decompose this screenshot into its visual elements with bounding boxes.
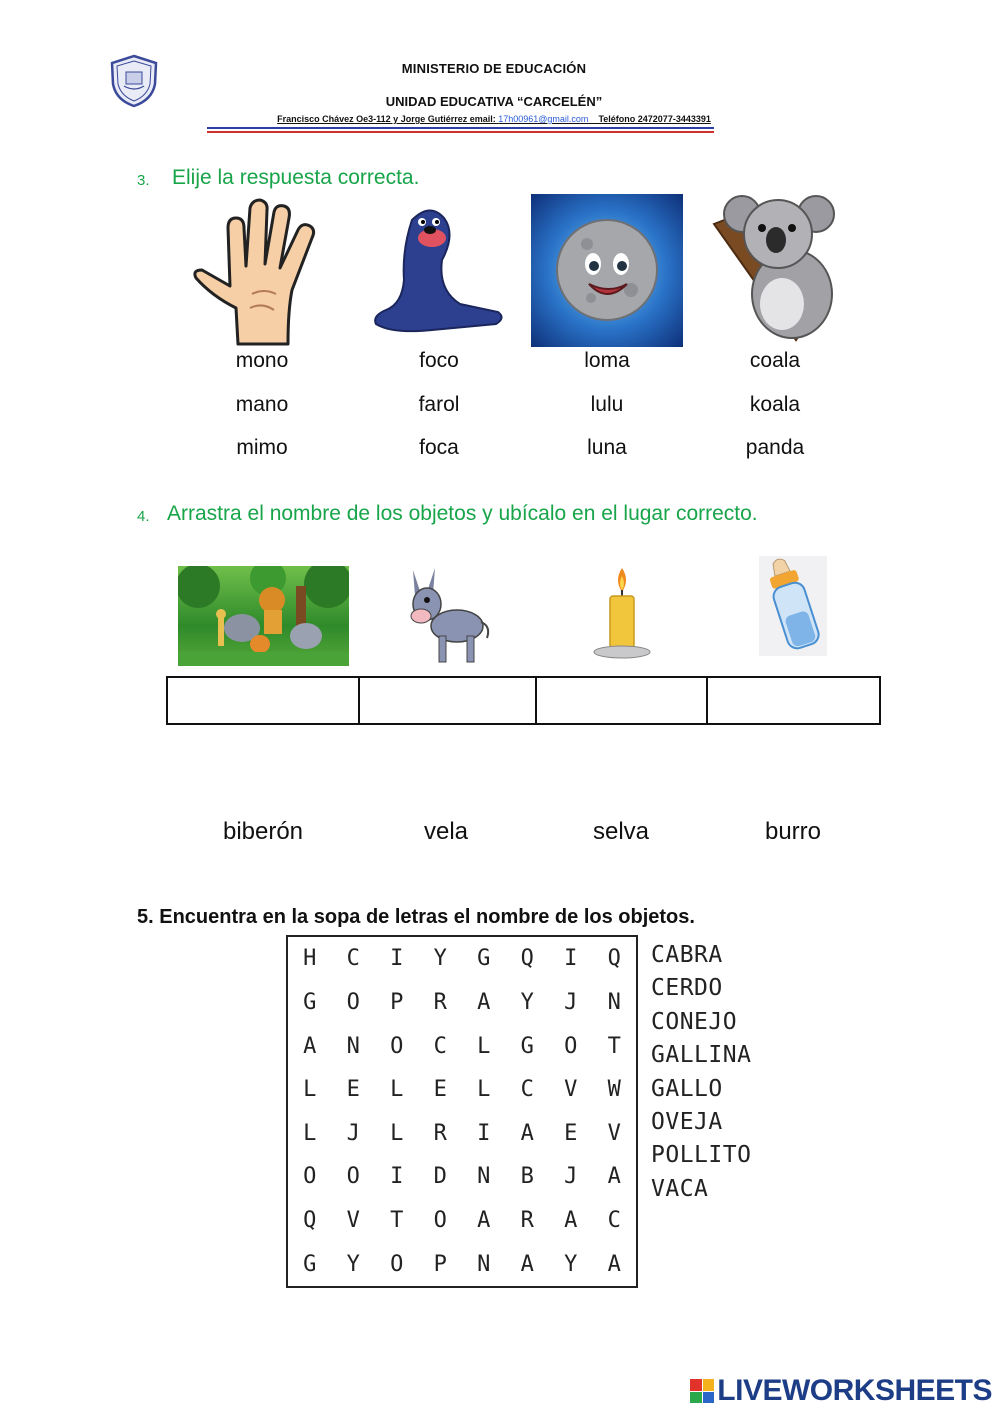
option-word[interactable]: foca xyxy=(419,436,459,459)
word-list-item: OVEJA xyxy=(651,1108,723,1135)
q5-title: 5. Encuentra en la sopa de letras el nombre de los objetos. xyxy=(137,906,695,928)
grid-letter[interactable]: V xyxy=(607,1120,621,1146)
draggable-word[interactable]: biberón xyxy=(222,818,304,845)
grid-letter[interactable]: C xyxy=(607,1208,621,1234)
grid-letter[interactable]: Y xyxy=(520,989,534,1015)
grid-letter[interactable]: W xyxy=(607,1077,621,1103)
option-word[interactable]: panda xyxy=(745,436,805,459)
word-list-item: VACA xyxy=(651,1175,709,1202)
drop-table xyxy=(166,676,881,725)
grid-letter[interactable]: L xyxy=(303,1120,317,1146)
option-word[interactable]: foco xyxy=(419,349,459,372)
q3-options-moon xyxy=(532,339,682,470)
word-list-item: CERDO xyxy=(651,975,723,1002)
grid-letter[interactable]: R xyxy=(520,1208,534,1234)
liveworksheets-brand[interactable] xyxy=(690,1374,992,1408)
grid-letter[interactable]: A xyxy=(520,1251,534,1277)
word-list-item: GALLO xyxy=(651,1075,723,1102)
liveworksheets-logo-icon xyxy=(690,1379,714,1403)
grid-letter[interactable]: A xyxy=(520,1120,534,1146)
grid-letter[interactable]: V xyxy=(564,1077,578,1103)
grid-letter[interactable]: D xyxy=(433,1164,447,1190)
q3-options-hand xyxy=(187,339,337,470)
grid-letter[interactable]: O xyxy=(390,1033,404,1059)
grid-letter[interactable]: A xyxy=(303,1033,317,1059)
option-word[interactable]: mimo xyxy=(236,436,288,459)
draggable-word[interactable]: burro xyxy=(764,818,822,845)
header-rule-red xyxy=(207,131,714,133)
grid-letter[interactable]: Y xyxy=(433,946,447,972)
q3-title: Elije la respuesta correcta. xyxy=(172,166,420,189)
address-text: Francisco Chávez Oe3-112 y Jorge Gutiérrez email: xyxy=(277,114,499,124)
koala-icon xyxy=(712,194,838,346)
grid-letter[interactable]: J xyxy=(564,1164,578,1190)
address-gap xyxy=(588,114,598,124)
grid-letter[interactable]: I xyxy=(390,1164,404,1190)
grid-letter[interactable]: L xyxy=(390,1120,404,1146)
option-word[interactable]: mano xyxy=(235,392,289,416)
q4-number: 4. xyxy=(137,508,150,525)
word-list xyxy=(651,939,751,1206)
grid-letter[interactable]: E xyxy=(564,1120,578,1146)
grid-letter[interactable]: L xyxy=(303,1077,317,1103)
grid-letter[interactable]: Y xyxy=(564,1251,578,1277)
grid-letter[interactable]: R xyxy=(433,1120,447,1146)
grid-letter[interactable]: L xyxy=(477,1077,491,1103)
grid-letter[interactable]: L xyxy=(477,1033,491,1059)
school-heading: UNIDAD EDUCATIVA “CARCELÉN” xyxy=(385,94,603,109)
q3-number: 3. xyxy=(137,172,150,189)
drop-zone-bottle[interactable] xyxy=(708,678,879,723)
drop-zone-candle[interactable] xyxy=(537,678,708,723)
grid-letter[interactable]: N xyxy=(607,989,621,1015)
q4-title: Arrastra el nombre de los objetos y ubícalo en el lugar correcto. xyxy=(167,502,758,525)
grid-letter[interactable]: Y xyxy=(346,1251,360,1277)
moon-icon xyxy=(531,194,683,347)
grid-letter[interactable]: N xyxy=(477,1251,491,1277)
grid-letter[interactable]: G xyxy=(303,1251,317,1277)
grid-letter[interactable]: A xyxy=(607,1164,621,1190)
grid-letter[interactable]: A xyxy=(564,1208,578,1234)
grid-letter[interactable]: I xyxy=(477,1120,491,1146)
grid-letter[interactable]: I xyxy=(564,946,578,972)
drop-zone-jungle[interactable] xyxy=(168,678,360,723)
option-word[interactable]: coala xyxy=(749,349,801,372)
draggable-word[interactable]: vela xyxy=(423,818,469,845)
grid-letter[interactable]: C xyxy=(433,1033,447,1059)
grid-letter[interactable]: O xyxy=(303,1164,317,1190)
hand-icon xyxy=(192,198,332,346)
word-search-grid xyxy=(286,935,638,1288)
grid-letter[interactable]: J xyxy=(564,989,578,1015)
grid-letter[interactable]: O xyxy=(346,1164,360,1190)
word-list-item: POLLITO xyxy=(651,1142,752,1169)
ministry-heading: MINISTERIO DE EDUCACIÓN xyxy=(401,61,587,76)
option-word[interactable]: koala xyxy=(749,392,801,416)
grid-letter[interactable]: N xyxy=(477,1164,491,1190)
option-word[interactable]: luna xyxy=(587,436,627,459)
grid-letter[interactable]: E xyxy=(346,1077,360,1103)
option-word[interactable]: mono xyxy=(235,349,289,372)
grid-letter[interactable]: A xyxy=(477,1208,491,1234)
grid-letter[interactable]: Q xyxy=(303,1208,317,1234)
grid-letter[interactable]: G xyxy=(303,989,317,1015)
header-rule-blue xyxy=(207,127,714,129)
q3-options-koala xyxy=(700,339,850,470)
drop-zone-donkey[interactable] xyxy=(360,678,537,723)
grid-letter[interactable]: L xyxy=(390,1077,404,1103)
grid-letter[interactable]: T xyxy=(390,1208,404,1234)
grid-letter[interactable]: A xyxy=(477,989,491,1015)
grid-letter[interactable]: O xyxy=(564,1033,578,1059)
grid-letter[interactable]: J xyxy=(346,1120,360,1146)
grid-letter[interactable]: Q xyxy=(520,946,534,972)
phone-text: Teléfono 2472077-3443391 xyxy=(598,114,711,124)
grid-letter[interactable]: Q xyxy=(607,946,621,972)
grid-letter[interactable]: G xyxy=(520,1033,534,1059)
grid-letter[interactable]: B xyxy=(520,1164,534,1190)
baby-bottle-icon xyxy=(759,556,827,656)
grid-letter[interactable]: C xyxy=(520,1077,534,1103)
grid-letter[interactable]: G xyxy=(477,946,491,972)
q3-options-seal xyxy=(364,339,514,470)
option-word[interactable]: lulu xyxy=(590,392,624,416)
grid-letter[interactable]: I xyxy=(390,946,404,972)
draggable-word[interactable]: selva xyxy=(592,818,650,845)
word-list-item: CABRA xyxy=(651,942,723,968)
word-list-item: GALLINA xyxy=(651,1042,752,1069)
grid-letter[interactable]: O xyxy=(390,1251,404,1277)
grid-letter[interactable]: C xyxy=(346,946,360,972)
option-word[interactable]: loma xyxy=(584,349,630,372)
option-word[interactable]: farol xyxy=(418,392,460,416)
jungle-icon xyxy=(178,566,349,666)
brand-name: LIVEWORKSHEETS xyxy=(717,1374,992,1407)
candle-icon xyxy=(590,566,654,662)
grid-letter[interactable]: P xyxy=(390,989,404,1015)
grid-letter[interactable]: V xyxy=(346,1208,360,1234)
grid-letter[interactable]: O xyxy=(346,989,360,1015)
grid-letter[interactable]: P xyxy=(433,1251,447,1277)
grid-letter[interactable]: A xyxy=(607,1251,621,1277)
grid-letter[interactable]: E xyxy=(433,1077,447,1103)
seal-icon xyxy=(372,200,508,342)
grid-letter[interactable]: H xyxy=(303,946,317,972)
email-link[interactable]: 17h00961@gmail.com xyxy=(498,114,589,124)
grid-letter[interactable]: N xyxy=(346,1033,360,1059)
grid-letter[interactable]: O xyxy=(433,1208,447,1234)
word-list-item: CONEJO xyxy=(651,1008,738,1035)
grid-letter[interactable]: T xyxy=(607,1033,621,1059)
school-address xyxy=(0,114,988,124)
donkey-icon xyxy=(405,566,491,666)
grid-letter[interactable]: R xyxy=(433,989,447,1015)
